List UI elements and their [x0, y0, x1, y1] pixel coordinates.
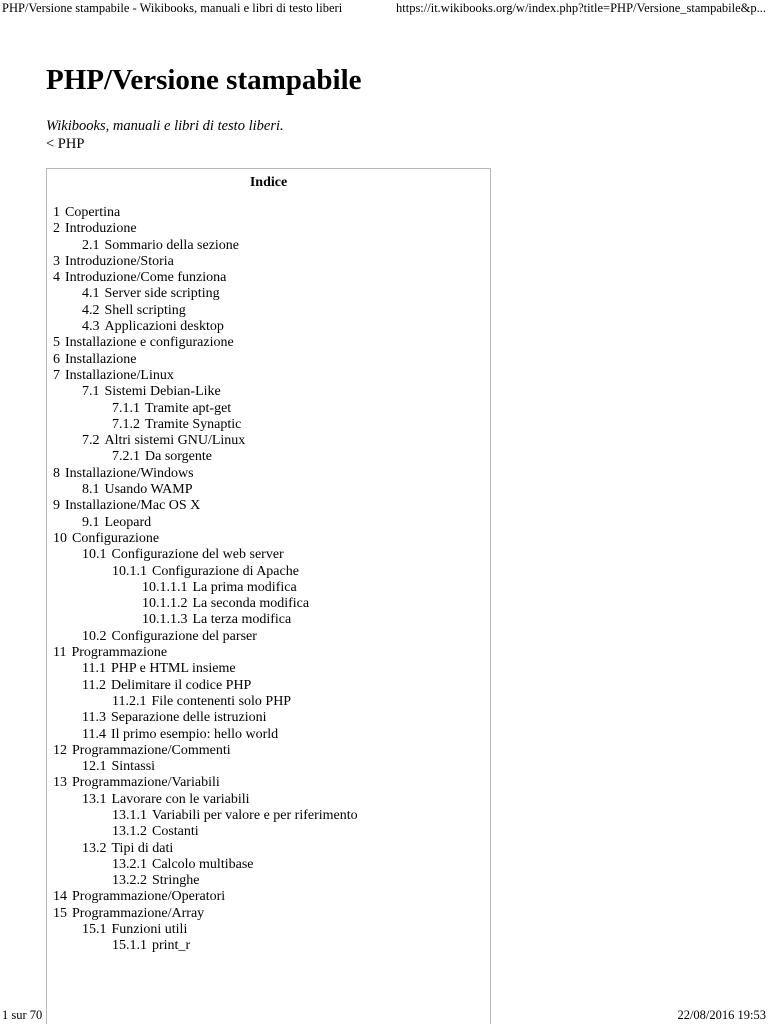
toc-entry[interactable]: [53, 922, 358, 938]
toc-entry-label: Variabili per valore e per riferimento: [152, 807, 358, 823]
toc-entry[interactable]: [53, 792, 358, 808]
toc-entry[interactable]: [53, 743, 358, 759]
toc-entry[interactable]: [53, 694, 358, 710]
toc-entry[interactable]: [53, 873, 358, 889]
toc-entry-number: 7.1: [82, 384, 100, 400]
toc-entry-number: 13: [53, 775, 67, 791]
toc-entry-label: Introduzione: [65, 221, 137, 237]
toc-entry-number: 7.1.2: [112, 416, 140, 432]
toc-entry-label: Il primo esempio: hello world: [110, 726, 279, 742]
toc-entry[interactable]: [53, 433, 358, 449]
toc-entry-number: 15: [53, 905, 67, 921]
toc-entry[interactable]: [53, 335, 358, 351]
toc-entry-number: 11.3: [82, 710, 106, 726]
back-link-php[interactable]: < PHP: [46, 136, 85, 152]
toc-entry-number: 4.2: [82, 302, 100, 318]
toc-entry[interactable]: [53, 368, 358, 384]
toc-entry[interactable]: [53, 303, 358, 319]
toc-entry-label: Costanti: [152, 824, 199, 840]
toc-entry-label: Configurazione di Apache: [152, 563, 299, 579]
toc-entry-number: 12.1: [82, 759, 107, 775]
toc-entry-label: Programmazione/Array: [72, 905, 205, 921]
toc-entry[interactable]: [53, 401, 358, 417]
toc-entry-label: Introduzione/Come funziona: [65, 270, 227, 286]
toc-entry-number: 13.2.1: [112, 856, 147, 872]
toc-entry-number: 7: [53, 367, 60, 383]
toc-entry-number: 5: [53, 335, 60, 351]
toc-entry-label: Tramite Synaptic: [145, 416, 242, 432]
toc-entry-number: 10: [53, 530, 67, 546]
toc-entry-number: 10.1.1.2: [142, 596, 188, 612]
toc-entry-number: 11.2: [82, 677, 106, 693]
toc-entry-label: Calcolo multibase: [152, 856, 254, 872]
toc-entry-number: 2.1: [82, 237, 100, 253]
toc-entry-number: 13.2.2: [112, 873, 147, 889]
toc-entry-number: 12: [53, 742, 67, 758]
toc-entry-label: Programmazione: [71, 645, 168, 661]
toc-entry-label: Server side scripting: [104, 286, 220, 302]
toc-entry-number: 6: [53, 351, 60, 367]
toc-entry-label: Leopard: [104, 514, 152, 530]
toc-entry[interactable]: [53, 661, 358, 677]
toc-entry-number: 7.2.1: [112, 449, 140, 465]
toc-entry-number: 4.1: [82, 286, 100, 302]
toc-entry[interactable]: [53, 841, 358, 857]
toc-entry-number: 8.1: [82, 482, 100, 498]
toc-entry-label: Installazione e configurazione: [65, 335, 234, 351]
toc-entry-label: Delimitare il codice PHP: [110, 677, 252, 693]
toc-entry-number: 10.2: [82, 628, 107, 644]
toc-entry[interactable]: [53, 254, 358, 270]
toc-entry-number: 10.1.1: [112, 563, 147, 579]
toc-entry[interactable]: [53, 808, 358, 824]
toc-entry-label: La prima modifica: [192, 579, 297, 595]
toc-entry-number: 11.1: [82, 661, 106, 677]
toc-entry-label: La terza modifica: [192, 612, 292, 628]
toc-entry-number: 4: [53, 270, 60, 286]
toc-entry[interactable]: [53, 612, 358, 628]
toc-entry-label: Installazione/Mac OS X: [65, 498, 201, 514]
toc-entry-number: 11: [53, 645, 67, 661]
toc-entry-number: 7.1.1: [112, 400, 140, 416]
toc-entry-label: Installazione/Windows: [65, 465, 194, 481]
toc-entry-label: Sistemi Debian-Like: [104, 384, 221, 400]
toc-entry[interactable]: [53, 205, 358, 221]
toc-entry-number: 13.1.1: [112, 807, 147, 823]
toc-entry-number: 10.1.1.1: [142, 579, 188, 595]
toc-entry[interactable]: [53, 857, 358, 873]
toc-entry-label: Stringhe: [152, 873, 200, 889]
toc-entry-label: Usando WAMP: [104, 482, 193, 498]
toc-entry[interactable]: [53, 515, 358, 531]
toc-entry[interactable]: [53, 319, 358, 335]
print-header-url: https://it.wikibooks.org/w/index.php?title=PHP/Versione_stampabile&p...: [396, 1, 766, 15]
toc-entry-label: Programmazione/Variabili: [72, 775, 220, 791]
toc-list: [53, 205, 358, 955]
toc-entry-number: 15.1: [82, 922, 107, 938]
print-datetime: 22/08/2016 19:53: [677, 1008, 766, 1022]
toc-entry[interactable]: [53, 498, 358, 514]
toc-entry-label: File contenenti solo PHP: [151, 693, 292, 709]
toc-entry-label: Configurazione: [72, 530, 160, 546]
toc-entry[interactable]: [53, 710, 358, 726]
toc-entry-number: 13.1.2: [112, 824, 147, 840]
toc-entry-label: Da sorgente: [145, 449, 212, 465]
toc-entry[interactable]: [53, 580, 358, 596]
toc-entry-number: 14: [53, 889, 67, 905]
toc-entry-label: Tipi di dati: [111, 840, 174, 856]
toc-entry[interactable]: [53, 678, 358, 694]
toc-entry-number: 1: [53, 205, 60, 220]
toc-entry-number: 11.4: [82, 726, 106, 742]
toc-entry-number: 10.1: [82, 547, 107, 563]
site-tagline: Wikibooks, manuali e libri di testo liberi.: [46, 118, 284, 134]
toc-entry[interactable]: [53, 824, 358, 840]
toc-entry[interactable]: [53, 727, 358, 743]
toc-entry-label: Configurazione del web server: [111, 547, 284, 563]
toc-title: Indice: [249, 175, 288, 190]
toc-entry-label: Programmazione/Operatori: [72, 889, 226, 905]
toc-entry-label: Tramite apt-get: [145, 400, 232, 416]
toc-entry[interactable]: [53, 221, 358, 237]
toc-entry-number: 13.2: [82, 840, 107, 856]
toc-entry[interactable]: [53, 906, 358, 922]
print-footer: [0, 1008, 768, 1024]
toc-entry-number: 8: [53, 465, 60, 481]
toc-entry-number: 15.1.1: [112, 938, 147, 954]
toc-entry[interactable]: [53, 286, 358, 302]
toc-entry[interactable]: [53, 238, 358, 254]
print-header: [0, 0, 768, 20]
toc-entry-number: 9.1: [82, 514, 100, 530]
toc-entry[interactable]: [53, 531, 358, 547]
toc-entry[interactable]: [53, 384, 358, 400]
toc-entry[interactable]: [53, 449, 358, 465]
toc-entry-number: 3: [53, 253, 60, 269]
toc-entry[interactable]: [53, 938, 358, 954]
toc-entry-label: Copertina: [65, 205, 121, 220]
toc-entry-number: 10.1.1.3: [142, 612, 188, 628]
toc-entry[interactable]: [53, 270, 358, 286]
print-header-title: PHP/Versione stampabile - Wikibooks, manuali e libri di testo liberi: [2, 1, 343, 15]
toc-entry-label: Applicazioni desktop: [104, 319, 224, 335]
toc-entry-number: 13.1: [82, 791, 107, 807]
toc-entry[interactable]: [53, 352, 358, 368]
toc-entry[interactable]: [53, 417, 358, 433]
toc-entry[interactable]: [53, 645, 358, 661]
toc-entry[interactable]: [53, 629, 358, 645]
toc-entry[interactable]: [53, 547, 358, 563]
toc-entry[interactable]: [53, 775, 358, 791]
toc-entry-label: La seconda modifica: [192, 596, 310, 612]
toc-entry-label: PHP e HTML insieme: [110, 661, 236, 677]
toc-entry[interactable]: [53, 466, 358, 482]
toc-entry-label: Separazione delle istruzioni: [110, 710, 267, 726]
toc-entry-label: Installazione/Linux: [65, 367, 174, 383]
toc-entry[interactable]: [53, 564, 358, 580]
toc-entry-label: Shell scripting: [104, 302, 186, 318]
toc-entry-label: Installazione: [65, 351, 137, 367]
page-title: PHP/Versione stampabile: [46, 64, 362, 96]
toc-entry-number: 7.2: [82, 433, 100, 449]
toc-entry-label: Sommario della sezione: [104, 237, 240, 253]
toc-entry-label: Altri sistemi GNU/Linux: [104, 433, 246, 449]
toc-entry-label: Funzioni utili: [111, 922, 188, 938]
toc-entry[interactable]: [53, 596, 358, 612]
toc-entry[interactable]: [53, 482, 358, 498]
toc-entry-label: Programmazione/Commenti: [72, 742, 231, 758]
table-of-contents: [46, 168, 491, 1024]
page-number: 1 sur 70: [2, 1008, 43, 1022]
toc-entry-number: 9: [53, 498, 60, 514]
toc-entry-number: 11.2.1: [112, 693, 147, 709]
toc-entry-label: Introduzione/Storia: [65, 253, 174, 269]
toc-entry[interactable]: [53, 759, 358, 775]
toc-entry[interactable]: [53, 889, 358, 905]
toc-entry-label: print_r: [152, 938, 191, 954]
toc-entry-label: Sintassi: [111, 759, 156, 775]
toc-entry-number: 2: [53, 221, 60, 237]
toc-entry-number: 4.3: [82, 319, 100, 335]
toc-entry-label: Lavorare con le variabili: [111, 791, 250, 807]
toc-entry-label: Configurazione del parser: [111, 628, 257, 644]
